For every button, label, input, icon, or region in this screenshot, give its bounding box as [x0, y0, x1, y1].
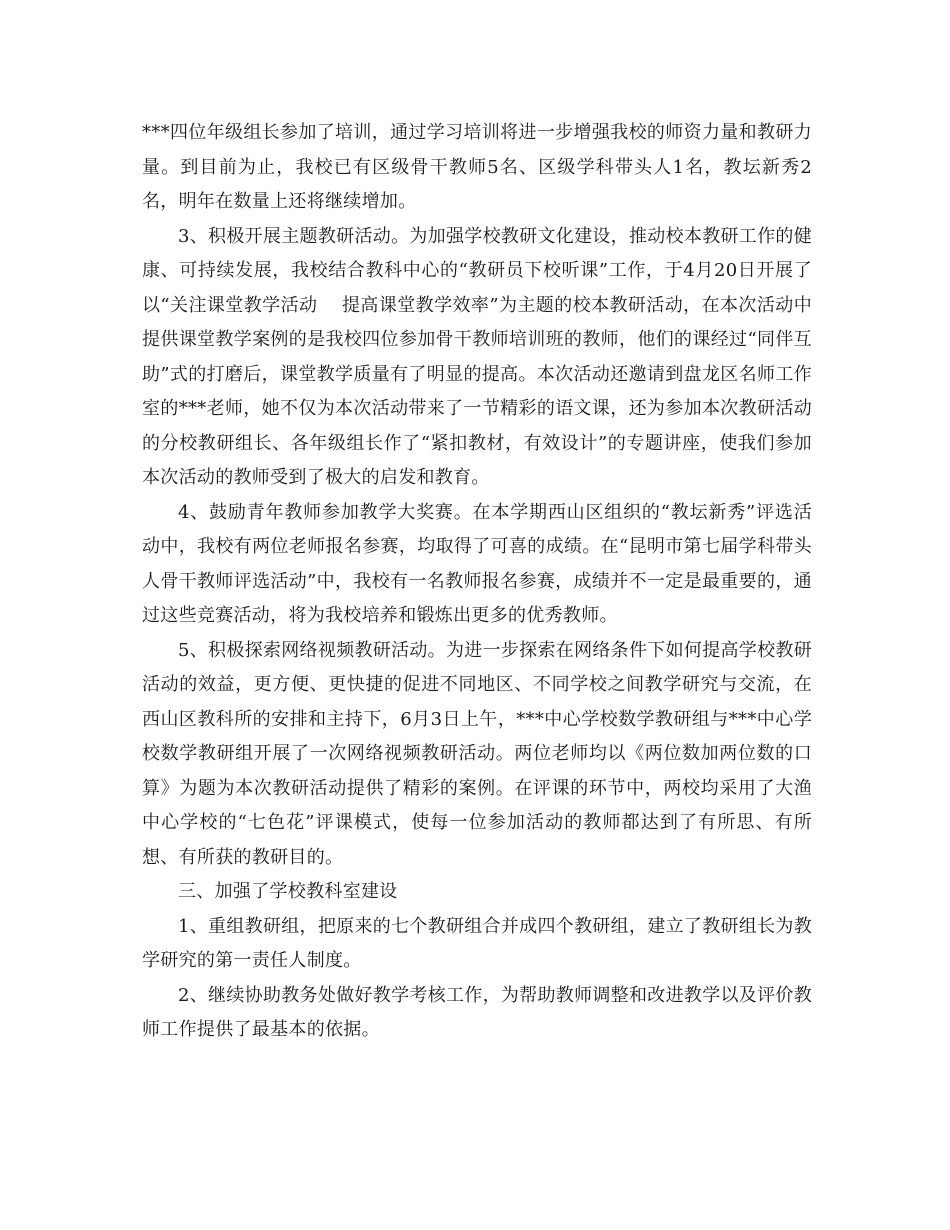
paragraph-continuation: ***四位年级组长参加了培训，通过学习培训将进一步增强我校的师资力量和教研力量。到目前为止，我校已有区级骨干教师5名、区级学科带头人1名，教坛新秀2名，明年在数量上还将继续增加。 [142, 122, 812, 212]
paragraph-item-5: 5、积极探索网络视频教研活动。为进一步探索在网络条件下如何提高学校教研活动的效益，更方便、更快捷的促进不同地区、不同学校之间教学研究与交流，在西山区教科所的安排和主持下，6月3日上午，***中心学校数学教研组与***中心学校数学教研组开展了一次网络视频教研活动。两位老师均以《两位数加两位数的口算》为题为本次教研活动提供了精彩的案例。在评课的环节中，两校均采用了大渔中心学校的“七色花”评课模式，使每一位参加活动的教师都达到了有所思、有所想、有所获的教研目的。 [142, 639, 812, 868]
paragraph-section3-item-1: 1、重组教研组，把原来的七个教研组合并成四个教研组，建立了教研组长为教学研究的第一责任人制度。 [142, 915, 812, 971]
document-body [142, 116, 812, 1048]
section-heading-3: 三、加强了学校教科室建设 [178, 881, 398, 902]
paragraph-item-3: 3、积极开展主题教研活动。为加强学校教研文化建设，推动校本教研工作的健康、可持续发展，我校结合教科中心的“教研员下校听课”工作，于4月20日开展了以“关注课堂教学活动 提高课堂教学效率”为主题的校本教研活动，在本次活动中提供课堂教学案例的是我校四位参加骨干教师培训班的教师，他们的课经过“同伴互助”式的打磨后，课堂教学质量有了明显的提高。本次活动还邀请到盘龙区名师工作室的***老师，她不仅为本次活动带来了一节精彩的语文课，还为参加本次教研活动的分校教研组长、各年级组长作了“紧扣教材，有效设计”的专题讲座，使我们参加本次活动的教师受到了极大的启发和教育。 [142, 225, 812, 488]
paragraph-section3-item-2: 2、继续协助教务处做好教学考核工作，为帮助教师调整和改进教学以及评价教师工作提供了最基本的依据。 [142, 984, 812, 1040]
paragraph-item-4: 4、鼓励青年教师参加教学大奖赛。在本学期西山区组织的“教坛新秀”评选活动中，我校有两位老师报名参赛，均取得了可喜的成绩。在“昆明市第七届学科带头人骨干教师评选活动”中，我校有一名教师报名参赛，成绩并不一定是最重要的，通过这些竞赛活动，将为我校培养和锻炼出更多的优秀教师。 [142, 501, 812, 626]
